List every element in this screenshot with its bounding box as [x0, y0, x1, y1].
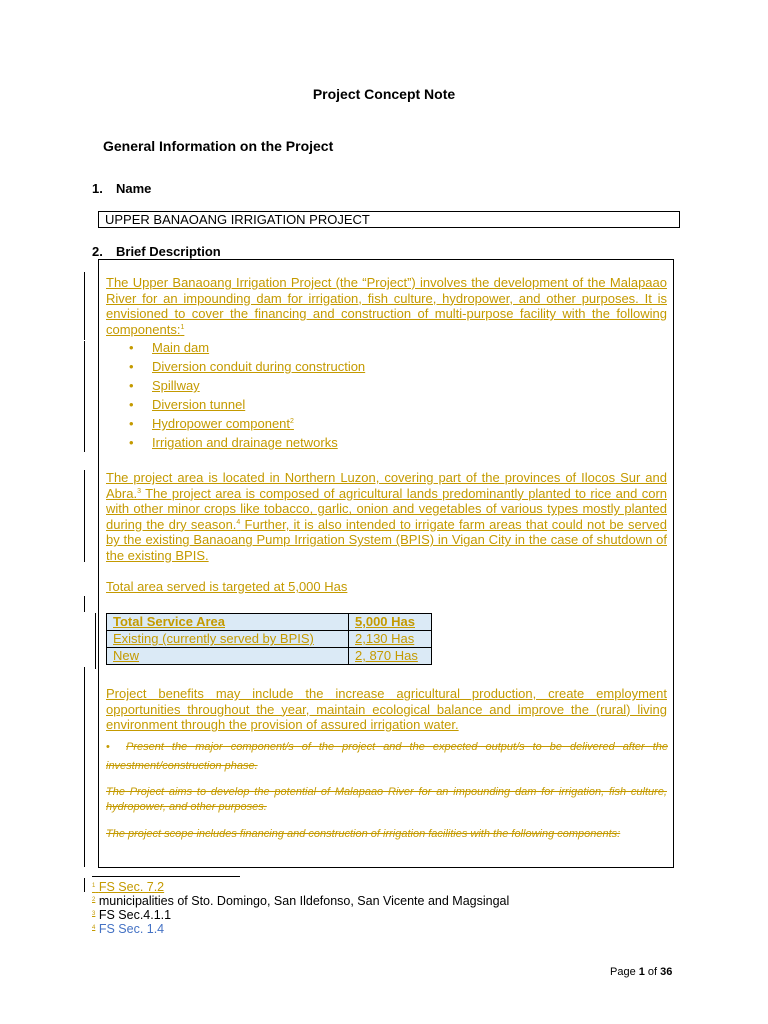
benefits-paragraph: Project benefits may include the increase agricultural production, create employment opportunities throughout the year, maintain ecological balance and improve the (rural) living environment through the provision of assured irrigation water. [106, 686, 667, 733]
table-cell-value: 2, 870 Has [349, 648, 432, 665]
description-heading [92, 244, 221, 259]
list-item-label: Spillway [152, 378, 200, 393]
bullet-icon: • [106, 741, 110, 753]
list-item [129, 414, 365, 433]
total-area-text: Total area served is targeted at 5,000 Has [106, 579, 348, 594]
list-item [129, 395, 365, 414]
change-bar [84, 272, 85, 340]
intro-text: The Upper Banaoang Irrigation Project (the “Project”) involves the development of the Malapaao River for an impounding dam for irrigation, fish culture, hydropower, and other purposes. It is envisioned to cover the financing and construction of multi-purpose facility with the following components: [106, 275, 667, 337]
footnote [92, 908, 171, 922]
footnote-text: municipalities of Sto. Domingo, San Ildefonso, San Vicente and Magsingal [98, 894, 510, 908]
footnote [92, 894, 509, 908]
deleted-paragraph: The Project aims to develop the potential of Malapaao River for an impounding dam for irrigation, fish culture, hydropower, and other purposes. [106, 786, 667, 813]
footnote-ref[interactable]: 2 [290, 418, 294, 425]
project-name-field[interactable]: UPPER BANAOANG IRRIGATION PROJECT [98, 211, 680, 228]
project-area-paragraph [106, 470, 667, 564]
page-prefix: Page [610, 966, 639, 978]
list-item [129, 433, 365, 452]
components-list [129, 338, 365, 452]
heading-number: 1. [92, 181, 103, 196]
footnote-ref[interactable]: 1 [180, 323, 185, 331]
page-of: of [644, 966, 661, 978]
page-current: 1 [638, 966, 645, 978]
bullet-icon: • [129, 340, 134, 355]
list-item-label: Diversion conduit during construction [152, 359, 366, 374]
footnote [92, 880, 164, 894]
list-item-label: Irrigation and drainage networks [152, 435, 338, 450]
heading-number: 2. [92, 244, 103, 259]
area-text: The project area is located in Northern Luzon, covering part of the provinces of Ilocos Sur and Abra. [106, 470, 667, 501]
footnote-separator [92, 876, 240, 877]
bullet-icon: • [129, 416, 134, 431]
bullet-icon: • [129, 435, 134, 450]
footnote-number: 1 [92, 883, 96, 889]
list-item-label: Main dam [152, 340, 210, 355]
list-item-label: Diversion tunnel [152, 397, 246, 412]
list-item [129, 357, 365, 376]
change-bar [84, 667, 85, 867]
list-item [129, 376, 365, 395]
footnote-text[interactable]: FS Sec. 1.4 [98, 922, 165, 936]
area-text: Further, it is also intended to irrigate farm areas that could not be served by the existing Banaoang Pump Irrigation System (BPIS) in Vigan City in the case of shutdown of the existing BPIS. [106, 516, 668, 563]
deleted-paragraph: The project scope includes financing and construction of irrigation facilities with the following components: [106, 828, 621, 840]
list-item-label: Hydropower component [152, 416, 291, 431]
table-cell-value: 5,000 Has [349, 614, 432, 631]
change-bar [84, 878, 85, 892]
page-total: 36 [660, 966, 673, 978]
footnote [92, 922, 164, 936]
change-bar [84, 470, 85, 562]
footnote-number: 4 [92, 925, 96, 931]
footnote-number: 2 [92, 897, 96, 903]
heading-text: Brief Description [116, 244, 221, 259]
change-bar [95, 613, 96, 669]
deleted-bullet [106, 738, 668, 776]
change-bar [84, 596, 85, 612]
table-cell-value: 2,130 Has [349, 631, 432, 648]
table-cell-label: Total Service Area [107, 614, 349, 631]
list-item [129, 338, 365, 357]
bullet-icon: • [129, 359, 134, 374]
table-cell-label: New [107, 648, 349, 665]
table-row [107, 631, 432, 648]
table-cell-label: Existing (currently served by BPIS) [107, 631, 349, 648]
footnote-text: FS Sec. 7.2 [98, 880, 165, 894]
footnote-text: FS Sec.4.1.1 [98, 908, 172, 922]
table-row [107, 614, 432, 631]
section-title: General Information on the Project [103, 138, 334, 154]
heading-text: Name [116, 181, 152, 196]
area-text: The project area is composed of agricultural lands predominantly planted to rice and corn with other minor crops like tobacco, garlic, onion and vegetables of various types mostly planted during the dry season. [106, 485, 667, 532]
footnote-number: 3 [92, 911, 96, 917]
footnote-ref[interactable]: 3 [137, 487, 141, 495]
footnote-ref[interactable]: 4 [236, 518, 241, 526]
bullet-icon: • [129, 378, 134, 393]
change-bar [84, 341, 85, 452]
service-area-table [106, 613, 432, 665]
table-row [107, 648, 432, 665]
name-heading [92, 181, 151, 196]
intro-paragraph [106, 275, 667, 337]
page-number [610, 966, 672, 978]
bullet-icon: • [129, 397, 134, 412]
document-title: Project Concept Note [312, 86, 456, 102]
deleted-bullet-text: Present the major component/s of the project and the expected output/s to be delivered after the investment/construction phase. [106, 741, 668, 772]
